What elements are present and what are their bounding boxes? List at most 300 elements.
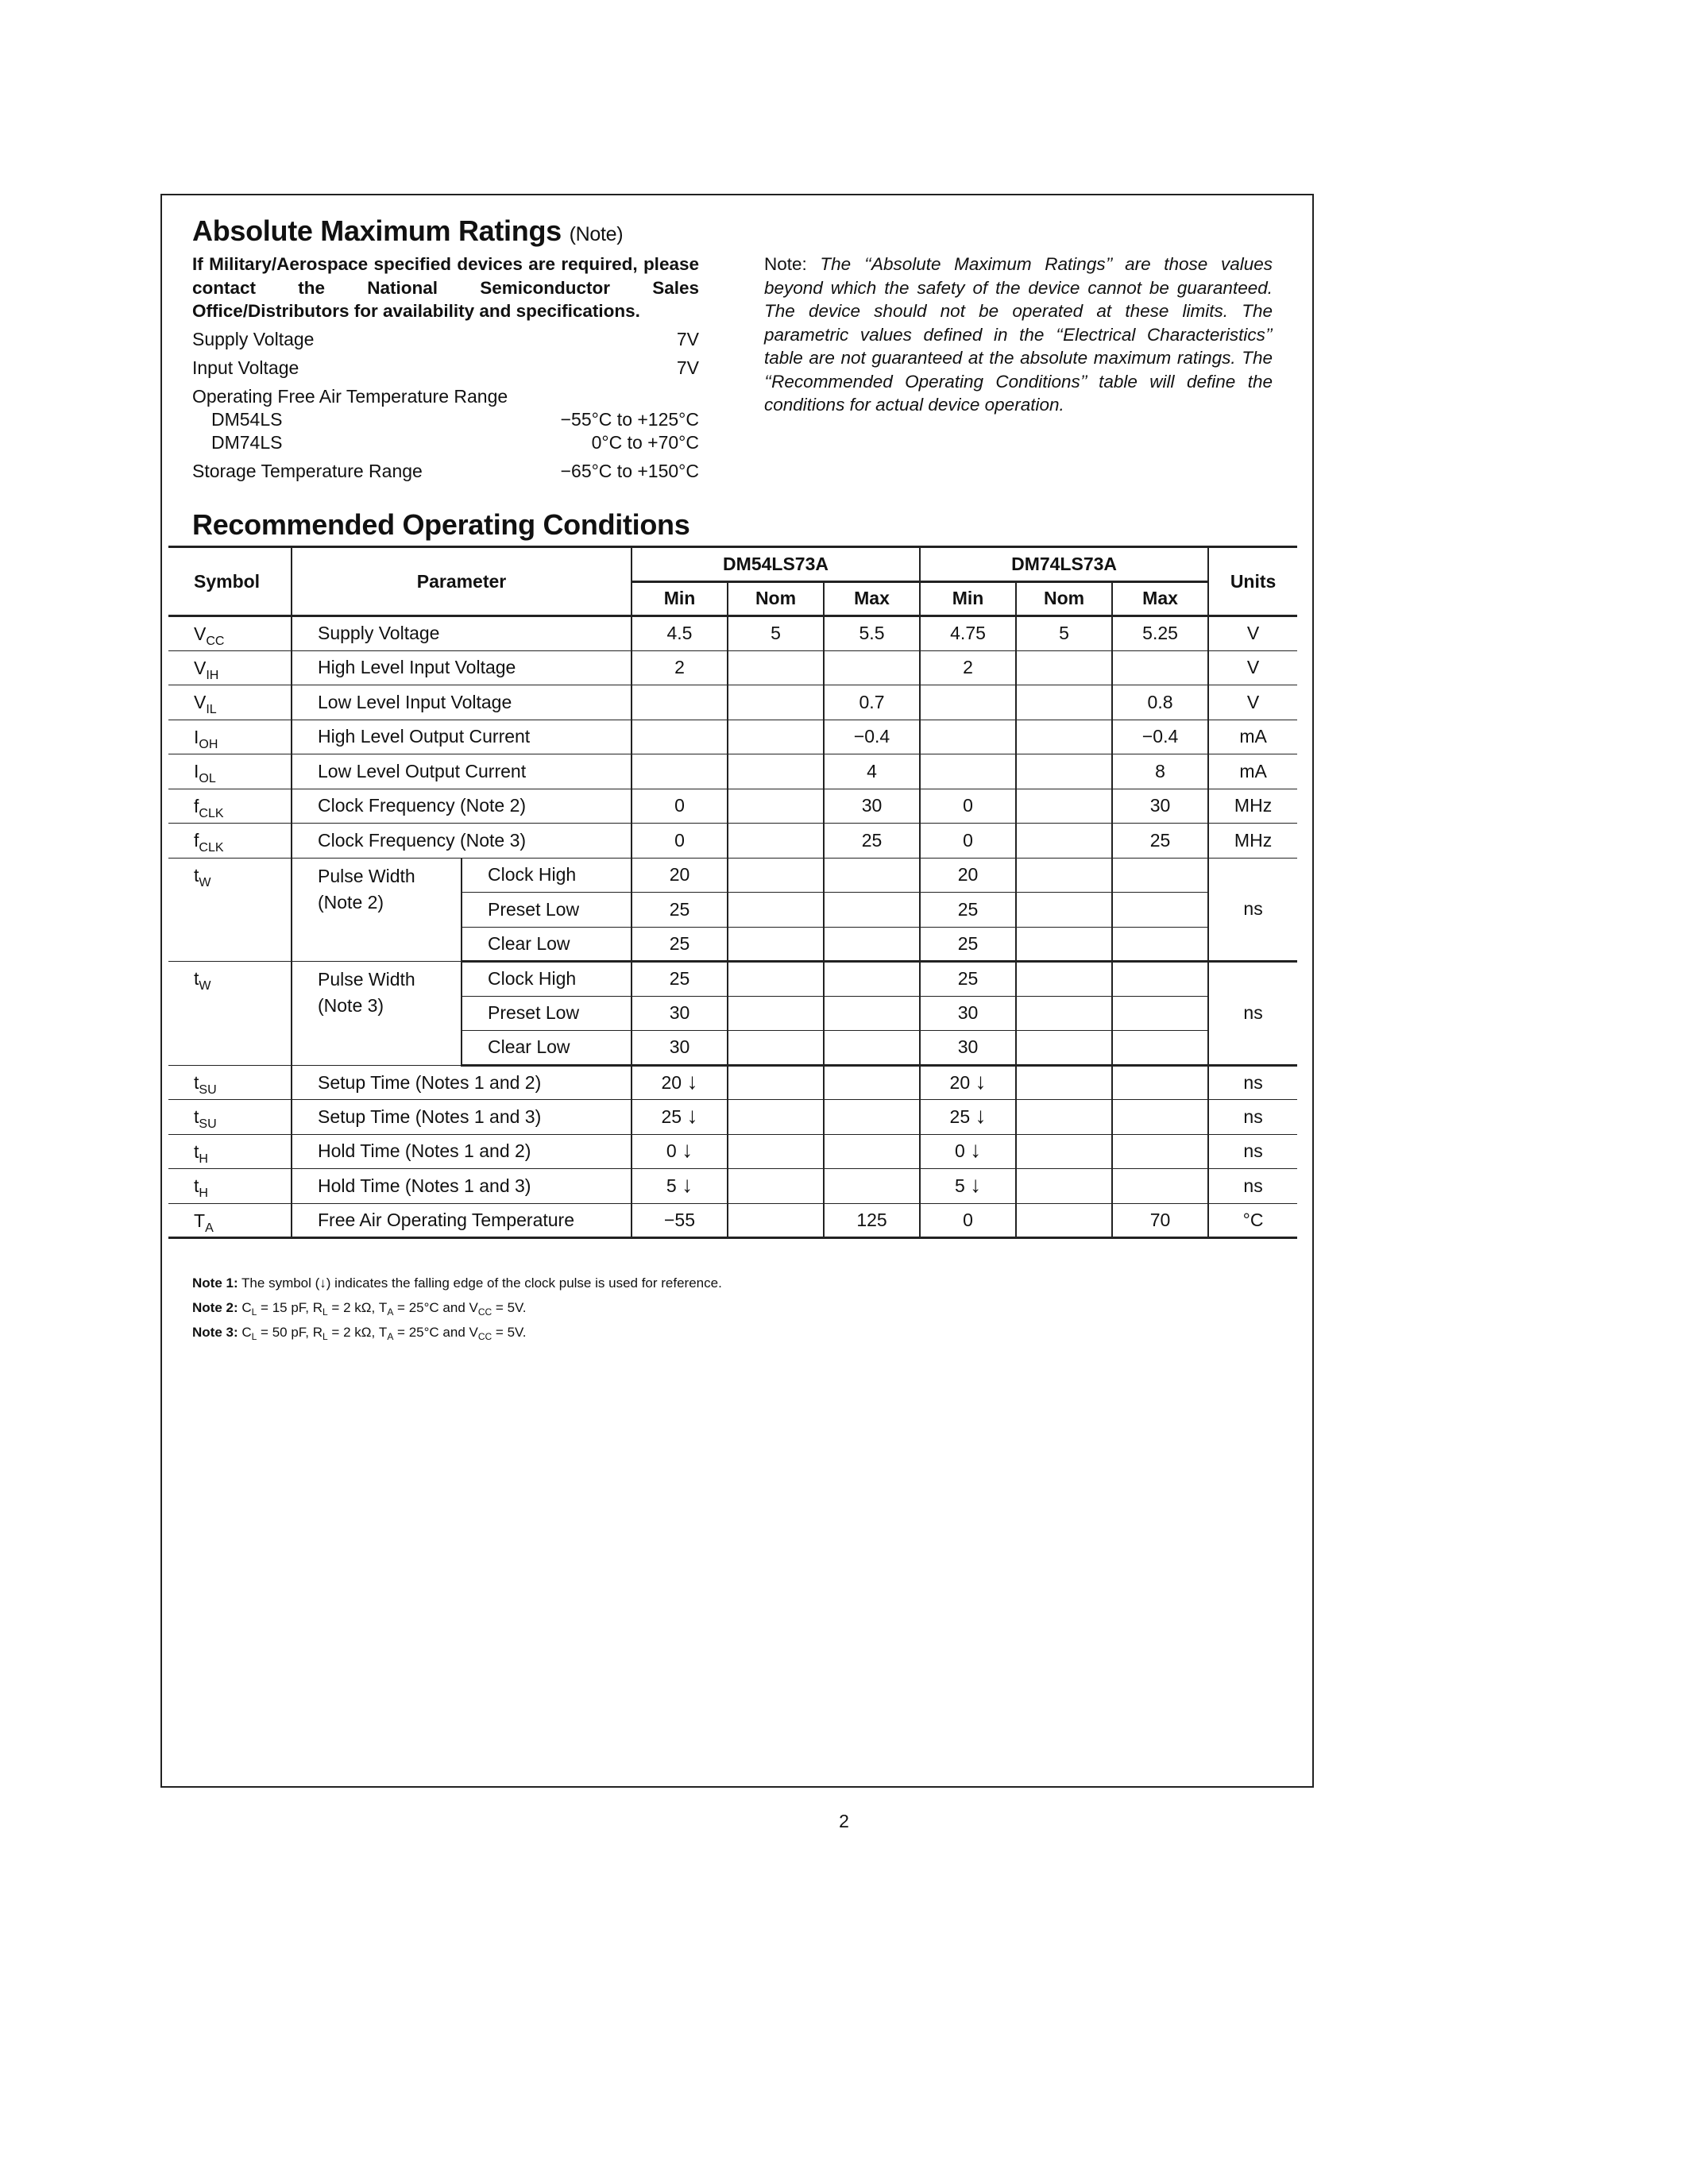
header-min: Min (920, 581, 1016, 616)
value-cell (824, 720, 920, 754)
value-cell (920, 720, 1016, 754)
amr-rating-value: 0°C to +70°C (591, 431, 699, 453)
header-symbol: Symbol (168, 547, 292, 616)
value-text: −0.4 (853, 726, 890, 747)
unit-cell: mA (1208, 754, 1297, 789)
symbol-subscript: IH (206, 668, 219, 682)
down-arrow-icon: ↓ (682, 1171, 693, 1197)
unit-cell: ns (1208, 858, 1297, 962)
value-cell (632, 1203, 728, 1238)
value-text: 30 (957, 1036, 979, 1058)
value-cell (728, 996, 824, 1031)
value-cell (824, 1134, 920, 1169)
symbol-subscript: W (199, 979, 211, 993)
value-text: 8 (1155, 760, 1165, 781)
value-cell (1016, 1065, 1112, 1100)
subparameter-cell: Preset Low (462, 996, 632, 1031)
value-cell (1016, 858, 1112, 893)
value-cell (1016, 650, 1112, 685)
value-cell (632, 996, 728, 1031)
value-cell (632, 858, 728, 893)
footnote-1 (192, 1275, 722, 1291)
unit-cell: V (1208, 685, 1297, 720)
value-text: 2 (963, 657, 973, 678)
parameter-cell: Setup Time (Notes 1 and 2) (292, 1065, 632, 1100)
value-cell (824, 789, 920, 824)
value-text: 25 (957, 968, 979, 990)
header-parameter: Parameter (292, 547, 632, 616)
header-dm74ls73a: DM74LS73A (920, 547, 1208, 582)
amr-rating-label: Input Voltage (192, 357, 299, 378)
value-cell (1112, 754, 1208, 789)
value-cell (1016, 789, 1112, 824)
value-cell (824, 1031, 920, 1066)
value-cell (728, 824, 824, 859)
value-text: 4.5 (666, 623, 693, 644)
symbol-letter: t (194, 1175, 199, 1196)
parameter-cell: Hold Time (Notes 1 and 2) (292, 1134, 632, 1169)
value-cell (728, 1031, 824, 1066)
value-cell (920, 754, 1016, 789)
symbol-subscript: CLK (199, 841, 224, 855)
unit-cell: mA (1208, 720, 1297, 754)
value-cell (632, 1031, 728, 1066)
footnote-2-label: Note 2: (192, 1300, 238, 1315)
value-cell (632, 616, 728, 651)
table-row (168, 962, 1297, 997)
value-cell (824, 754, 920, 789)
value-text: −0.4 (1141, 726, 1179, 747)
symbol-cell (168, 824, 292, 859)
symbol-cell (168, 685, 292, 720)
symbol-subscript: OH (199, 737, 218, 751)
parameter-cell: Free Air Operating Temperature (292, 1203, 632, 1238)
value-cell (824, 685, 920, 720)
unit-cell: ns (1208, 962, 1297, 1066)
value-text: 25 (661, 1106, 682, 1127)
value-cell (1016, 754, 1112, 789)
parameter-cell: Hold Time (Notes 1 and 3) (292, 1169, 632, 1204)
value-cell (728, 616, 824, 651)
footnote-2: Note 2: $C_L = 15$ pF, $R_L = 2$ kΩ, $T_A = 25^\circ C$ and $V_{CC} = 5V$. (192, 1300, 527, 1318)
table-row (168, 858, 1297, 893)
amr-rating-value: 7V (676, 328, 699, 349)
symbol-subscript: H (199, 1152, 208, 1166)
value-cell (824, 1203, 920, 1238)
value-cell (1016, 893, 1112, 928)
header-nom: Nom (728, 581, 824, 616)
value-cell (1016, 1100, 1112, 1135)
symbol-subscript: OL (199, 772, 216, 785)
value-cell (1016, 996, 1112, 1031)
symbol-cell (168, 1100, 292, 1135)
footnote-2-ta: 25°C (408, 1300, 439, 1315)
value-cell (920, 824, 1016, 859)
symbol-letter: t (194, 1140, 199, 1162)
parameter-cell (292, 962, 462, 1066)
down-arrow-icon: ↓ (686, 1068, 698, 1094)
table-row (168, 720, 1297, 754)
value-text: 25 (669, 968, 690, 990)
footnote-3-cl: 50 pF (272, 1325, 306, 1340)
value-cell (920, 616, 1016, 651)
table-row (168, 650, 1297, 685)
unit-cell: ns (1208, 1134, 1297, 1169)
value-text: 30 (957, 1002, 979, 1024)
value-text: 0 (674, 829, 685, 851)
value-cell (632, 789, 728, 824)
subparameter-cell: Preset Low (462, 893, 632, 928)
value-text: 20 (661, 1071, 682, 1093)
value-text: −55 (663, 1209, 695, 1230)
roc-title: Recommended Operating Conditions (192, 508, 690, 541)
value-text: 25 (949, 1106, 971, 1127)
value-cell (1112, 1203, 1208, 1238)
parameter-cell: High Level Output Current (292, 720, 632, 754)
symbol-subscript: IL (206, 703, 217, 716)
value-text: 5.5 (859, 623, 885, 644)
header-min: Min (632, 581, 728, 616)
unit-cell: °C (1208, 1203, 1297, 1238)
value-text: 0 (954, 1140, 965, 1162)
value-cell (632, 824, 728, 859)
parameter-note: (Note 2) (318, 891, 384, 913)
value-text: 5 (1059, 623, 1069, 644)
value-text: 20 (669, 864, 690, 886)
table-row (168, 1065, 1297, 1100)
symbol-letter: V (194, 657, 207, 678)
header-max: Max (1112, 581, 1208, 616)
parameter-cell: Clock Frequency (Note 2) (292, 789, 632, 824)
amr-rating-row (192, 430, 699, 454)
value-cell (824, 824, 920, 859)
value-cell (1112, 1031, 1208, 1066)
header-nom: Nom (1016, 581, 1112, 616)
parameter-cell (292, 858, 462, 962)
value-text: 20 (949, 1071, 971, 1093)
amr-rating-label: DM74LS (211, 431, 283, 453)
symbol-cell (168, 650, 292, 685)
amr-rating-row (192, 407, 699, 431)
value-cell (920, 789, 1016, 824)
value-cell (728, 720, 824, 754)
table-row (168, 1169, 1297, 1204)
value-cell (632, 1065, 728, 1100)
value-text: 2 (674, 657, 685, 678)
value-text: 5 (771, 623, 781, 644)
value-text: 25 (669, 898, 690, 920)
down-arrow-icon: ↓ (686, 1102, 698, 1128)
value-cell (1016, 1203, 1112, 1238)
value-cell (824, 1100, 920, 1135)
table-row (168, 1203, 1297, 1238)
value-cell (632, 1134, 728, 1169)
value-text: 5 (666, 1175, 677, 1196)
down-arrow-icon: ↓ (975, 1102, 987, 1128)
value-cell (1112, 616, 1208, 651)
value-cell (632, 650, 728, 685)
value-cell (632, 927, 728, 962)
value-cell (1112, 824, 1208, 859)
footnote-3-label: Note 3: (192, 1325, 238, 1340)
value-cell (824, 893, 920, 928)
value-text: 0 (666, 1140, 677, 1162)
parameter-line: Pulse Width (318, 969, 415, 990)
value-cell (824, 1169, 920, 1204)
table-row (168, 685, 1297, 720)
footnote-2-rl: 2 kΩ (343, 1300, 372, 1315)
value-cell (632, 1169, 728, 1204)
amr-rating-label: Operating Free Air Temperature Range (192, 385, 508, 407)
amr-rating-label: DM54LS (211, 408, 283, 430)
value-cell (920, 927, 1016, 962)
value-cell (1112, 927, 1208, 962)
value-text: 25 (1149, 829, 1171, 851)
value-cell (1112, 1100, 1208, 1135)
subparameter-cell: Clock High (462, 962, 632, 997)
parameter-cell: Low Level Output Current (292, 754, 632, 789)
value-cell (1112, 962, 1208, 997)
value-text: 25 (957, 898, 979, 920)
amr-rating-row (192, 384, 699, 408)
unit-cell: ns (1208, 1065, 1297, 1100)
value-text: 4 (867, 760, 877, 781)
unit-cell: MHz (1208, 789, 1297, 824)
value-cell (824, 1065, 920, 1100)
symbol-subscript: SU (199, 1117, 217, 1131)
symbol-cell (168, 1134, 292, 1169)
value-cell (632, 893, 728, 928)
value-text: 25 (861, 829, 883, 851)
value-cell (728, 858, 824, 893)
symbol-letter: T (194, 1210, 206, 1231)
page-number: 2 (839, 1811, 849, 1831)
table-row (168, 616, 1297, 651)
unit-cell: V (1208, 616, 1297, 651)
value-cell (920, 1134, 1016, 1169)
down-arrow-icon: ↓ (682, 1137, 693, 1163)
value-text: 30 (861, 795, 883, 816)
value-cell (920, 685, 1016, 720)
value-cell (920, 1203, 1016, 1238)
value-cell (1112, 720, 1208, 754)
recommended-operating-conditions-table (168, 546, 1297, 1239)
value-text: 4.75 (950, 623, 986, 644)
value-cell (1112, 1065, 1208, 1100)
value-text: 0 (963, 795, 973, 816)
amr-rating-value: −65°C to +150°C (560, 460, 699, 481)
footnote-1-label: Note 1: (192, 1275, 238, 1291)
amr-rating-label: Storage Temperature Range (192, 460, 423, 481)
value-cell (1112, 996, 1208, 1031)
amr-rating-row (192, 356, 699, 380)
value-cell (1112, 685, 1208, 720)
symbol-letter: f (194, 795, 199, 816)
value-text: 20 (957, 864, 979, 886)
table-row (168, 1134, 1297, 1169)
value-text: 0 (963, 829, 973, 851)
value-cell (1016, 927, 1112, 962)
symbol-cell (168, 962, 292, 1066)
value-cell (824, 927, 920, 962)
value-text: 0 (963, 1209, 973, 1230)
value-text: 0.8 (1147, 691, 1173, 712)
symbol-letter: I (194, 761, 199, 781)
unit-cell: ns (1208, 1100, 1297, 1135)
footnote-3: Note 3: $C_L = 50$ pF, $R_L = 2$ kΩ, $T_A = 25^\circ C$ and $V_{CC} = 5V$. (192, 1325, 527, 1342)
value-text: 5.25 (1142, 623, 1178, 644)
amr-rating-value: 7V (676, 357, 699, 378)
unit-cell: V (1208, 650, 1297, 685)
symbol-letter: I (194, 726, 199, 747)
value-cell (920, 1065, 1016, 1100)
value-cell (632, 1100, 728, 1135)
footnote-3-ta: 25°C (408, 1325, 439, 1340)
value-cell (728, 1100, 824, 1135)
value-cell (728, 1203, 824, 1238)
parameter-cell: Setup Time (Notes 1 and 3) (292, 1100, 632, 1135)
symbol-cell (168, 754, 292, 789)
symbol-subscript: SU (199, 1082, 217, 1097)
value-cell (1112, 789, 1208, 824)
value-cell (632, 685, 728, 720)
amr-rating-label: Supply Voltage (192, 328, 315, 349)
value-cell (728, 754, 824, 789)
value-text: 30 (669, 1036, 690, 1058)
parameter-cell: High Level Input Voltage (292, 650, 632, 685)
value-cell (1016, 824, 1112, 859)
value-cell (1112, 1169, 1208, 1204)
amr-title: Absolute Maximum Ratings (192, 214, 562, 247)
value-text: 0 (674, 795, 685, 816)
value-cell (728, 962, 824, 997)
value-cell (824, 616, 920, 651)
value-cell (1016, 720, 1112, 754)
symbol-cell (168, 858, 292, 962)
table-row (168, 824, 1297, 859)
symbol-cell (168, 789, 292, 824)
value-cell (728, 893, 824, 928)
value-cell (920, 1031, 1016, 1066)
value-cell (728, 1134, 824, 1169)
amr-intro: If Military/Aerospace specified devices are required, please contact the National Semiconductor Sales Office/Distributors for availability and specifications. (192, 254, 699, 321)
unit-cell: MHz (1208, 824, 1297, 859)
value-text: 30 (1149, 795, 1171, 816)
down-arrow-icon: ↓ (970, 1137, 982, 1163)
symbol-cell (168, 1203, 292, 1238)
down-arrow-icon: ↓ (319, 1275, 326, 1291)
symbol-cell (168, 720, 292, 754)
header-max: Max (824, 581, 920, 616)
value-cell (728, 789, 824, 824)
amr-rating-row (192, 459, 699, 483)
parameter-cell: Low Level Input Voltage (292, 685, 632, 720)
amr-rating-value: −55°C to +125°C (560, 408, 699, 430)
symbol-letter: t (194, 864, 199, 886)
value-cell (1016, 1031, 1112, 1066)
symbol-subscript: W (199, 875, 211, 889)
parameter-cell: Supply Voltage (292, 616, 632, 651)
value-text: 0.7 (859, 691, 885, 712)
value-text: 25 (957, 932, 979, 954)
value-cell (920, 996, 1016, 1031)
value-text: 25 (669, 932, 690, 954)
symbol-subscript: A (205, 1221, 214, 1235)
symbol-letter: t (194, 1106, 199, 1127)
header-units: Units (1208, 547, 1297, 616)
down-arrow-icon: ↓ (975, 1068, 987, 1094)
symbol-subscript: CLK (199, 806, 224, 820)
symbol-letter: t (194, 968, 199, 989)
value-text: 30 (669, 1002, 690, 1024)
parameter-cell: Clock Frequency (Note 3) (292, 824, 632, 859)
value-cell (632, 962, 728, 997)
value-cell (632, 754, 728, 789)
value-cell (1016, 1169, 1112, 1204)
footnote-2-vcc: 5V. (507, 1300, 527, 1315)
value-cell (1112, 858, 1208, 893)
down-arrow-icon: ↓ (970, 1171, 982, 1197)
footnote-3-rl: 2 kΩ (343, 1325, 372, 1340)
value-cell (1016, 685, 1112, 720)
footnote-1-text-a: The symbol ( (241, 1275, 320, 1291)
value-cell (1112, 1134, 1208, 1169)
subparameter-cell: Clock High (462, 858, 632, 893)
value-cell (920, 1100, 1016, 1135)
value-cell (1112, 650, 1208, 685)
value-cell (728, 650, 824, 685)
value-cell (1112, 893, 1208, 928)
value-text: 125 (856, 1209, 887, 1230)
value-cell (728, 685, 824, 720)
value-cell (824, 996, 920, 1031)
value-cell (824, 858, 920, 893)
symbol-subscript: CC (206, 635, 225, 648)
subparameter-cell: Clear Low (462, 927, 632, 962)
value-cell (1016, 962, 1112, 997)
value-cell (824, 962, 920, 997)
parameter-note: (Note 3) (318, 995, 384, 1016)
symbol-subscript: H (199, 1187, 208, 1200)
value-cell (920, 893, 1016, 928)
table-row (168, 1100, 1297, 1135)
amr-title-note: (Note) (569, 223, 624, 245)
amr-note (764, 253, 1273, 417)
value-cell (1016, 1134, 1112, 1169)
value-text: 5 (954, 1175, 965, 1196)
symbol-letter: f (194, 830, 199, 851)
symbol-letter: V (194, 623, 207, 644)
footnote-1-text-b: ) indicates the falling edge of the clock pulse is used for reference. (326, 1275, 722, 1291)
header-dm54ls73a: DM54LS73A (632, 547, 920, 582)
subparameter-cell: Clear Low (462, 1031, 632, 1066)
footnote-3-vcc: 5V. (507, 1325, 527, 1340)
amr-heading (192, 214, 623, 248)
value-cell (728, 1169, 824, 1204)
symbol-cell (168, 1065, 292, 1100)
symbol-letter: V (194, 692, 207, 712)
footnote-2-cl: 15 pF (272, 1300, 306, 1315)
symbol-letter: t (194, 1071, 199, 1093)
value-cell (632, 720, 728, 754)
table-row (168, 754, 1297, 789)
amr-note-text: The ‘‘Absolute Maximum Ratings’’ are those values beyond which the safety of the device cannot be guaranteed. The device should not be operated at these limits. The parametric values defined in the ‘‘Electrical Characteristics’’ table are not guaranteed at the absolute maximum ratings. The ‘‘Recommended Operating Conditions’’ table will define the conditions for actual device operation. (764, 254, 1273, 415)
value-cell (920, 1169, 1016, 1204)
amr-note-prefix: Note: (764, 254, 807, 274)
value-cell (920, 650, 1016, 685)
value-cell (728, 1065, 824, 1100)
value-text: 70 (1149, 1209, 1171, 1230)
